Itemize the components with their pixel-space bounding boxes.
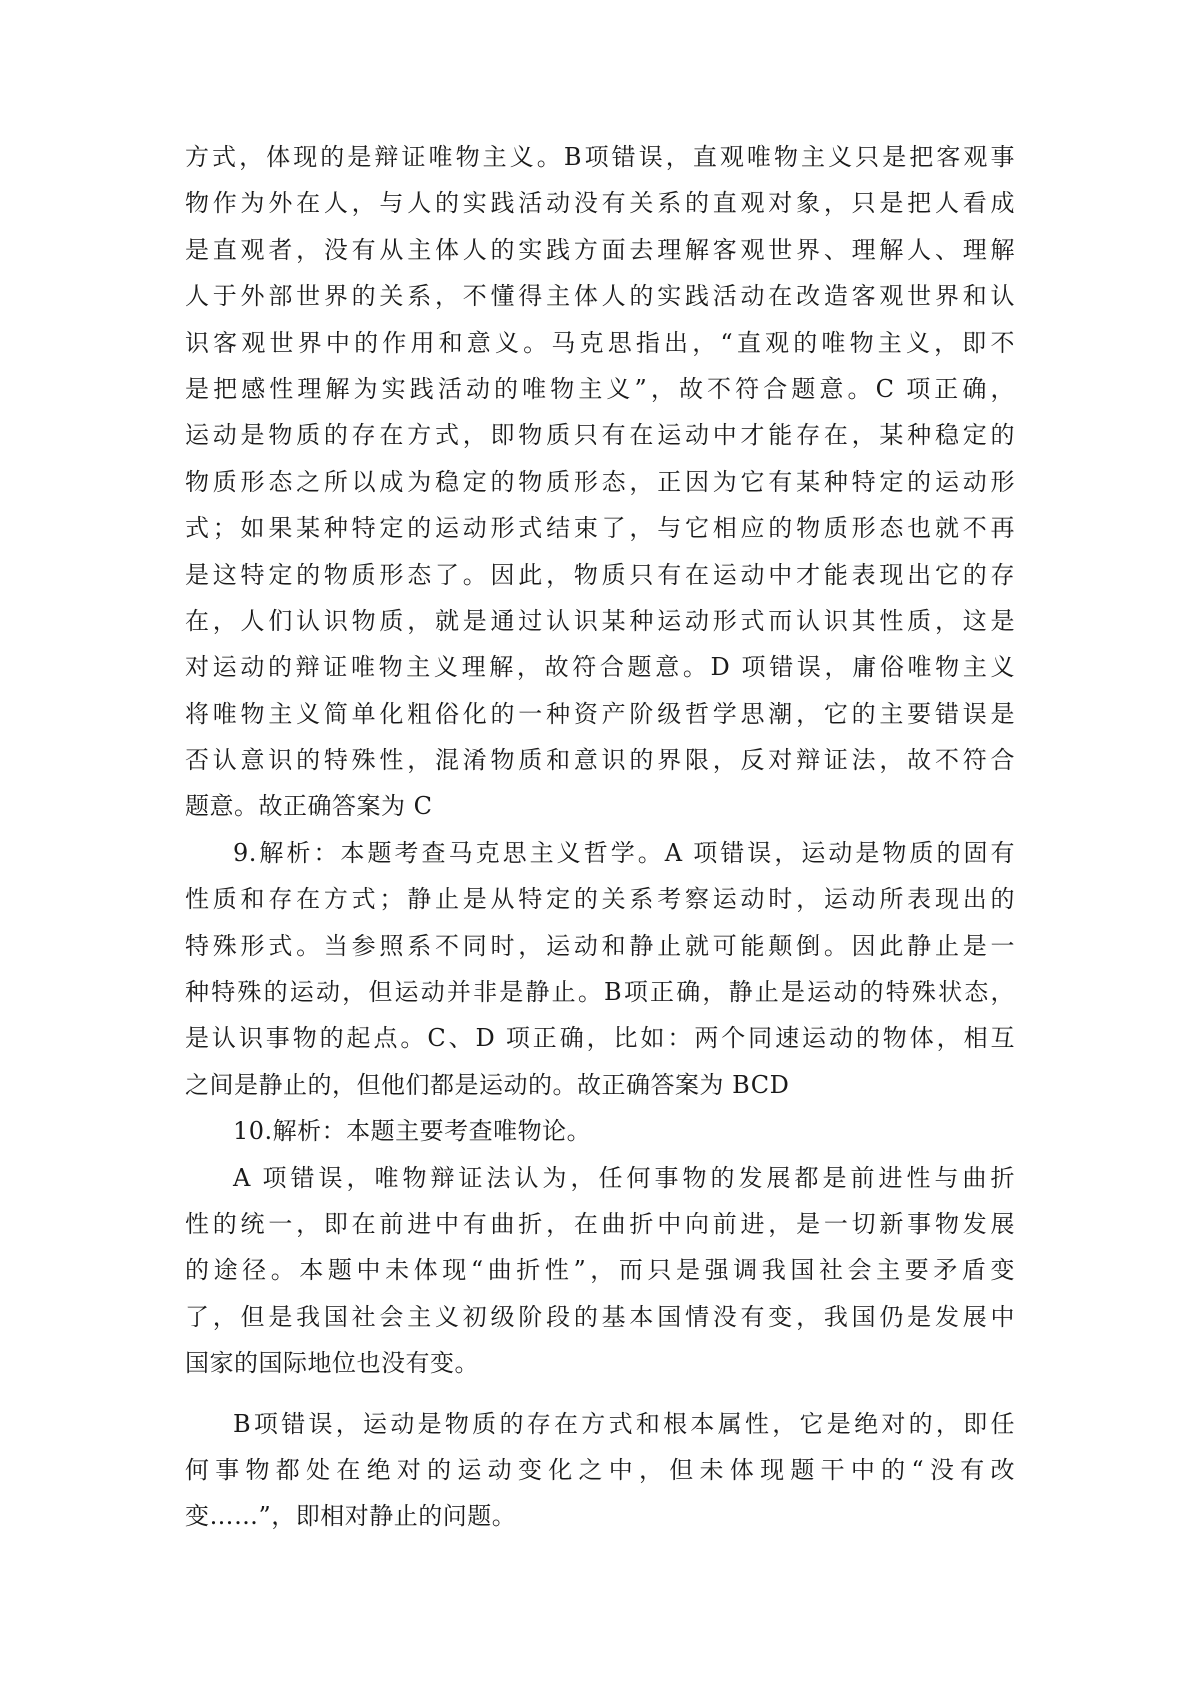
paragraph-option-a (185, 1155, 1015, 1387)
text-line: 将唯物主义简单化粗俗化的一种资产阶级哲学思潮，它的主要错误是 (185, 699, 1015, 728)
text-line: 识客观世界中的作用和意义。马克思指出，“直观的唯物主义，即不 (185, 328, 1015, 357)
text-line: 之间是静止的，但他们都是运动的。故正确答案为 BCD (185, 1070, 790, 1099)
text-line: 物质形态之所以成为稳定的物质形态，正因为它有某种特定的运动形 (185, 467, 1015, 496)
text-line: 何事物都处在绝对的运动变化之中，但未体现题干中的“没有改 (185, 1455, 1015, 1484)
paragraph-continuation (185, 134, 1015, 830)
text-line: 是直观者，没有从主体人的实践方面去理解客观世界、理解人、理解 (185, 235, 1015, 264)
text-line: 性的统一，即在前进中有曲折，在曲折中向前进，是一切新事物发展 (185, 1209, 1015, 1238)
paragraph-gap (185, 1387, 1015, 1401)
text-line: B项错误，运动是物质的存在方式和根本属性，它是绝对的，即任 (233, 1409, 1015, 1438)
text-line: 国家的国际地位也没有变。 (185, 1349, 479, 1378)
text-line: 9.解析：本题考查马克思主义哲学。A 项错误，运动是物质的固有 (233, 838, 1015, 867)
paragraph-option-b (185, 1401, 1015, 1540)
text-line: 人于外部世界的关系，不懂得主体人的实践活动在改造客观世界和认 (185, 282, 1015, 311)
text-line: 运动是物质的存在方式，即物质只有在运动中才能存在，某种稳定的 (185, 421, 1015, 450)
document-body (185, 134, 1015, 1540)
paragraph-question-9 (185, 830, 1015, 1108)
text-line: 10.解析：本题主要考查唯物论。 (233, 1117, 592, 1146)
text-line: 性质和存在方式；静止是从特定的关系考察运动时，运动所表现出的 (185, 885, 1015, 914)
text-line: 是认识事物的起点。C、D 项正确，比如：两个同速运动的物体，相互 (185, 1024, 1015, 1053)
text-line: 种特殊的运动，但运动并非是静止。B项正确，静止是运动的特殊状态， (185, 978, 1015, 1007)
text-line: 是把感性理解为实践活动的唯物主义”，故不符合题意。C 项正确， (185, 374, 1015, 403)
text-line: 式；如果某种特定的运动形式结束了，与它相应的物质形态也就不再 (185, 514, 1015, 543)
text-line: 方式，体现的是辩证唯物主义。B项错误，直观唯物主义只是把客观事 (185, 143, 1015, 171)
text-line: 否认意识的特殊性，混淆物质和意识的界限，反对辩证法，故不符合 (185, 746, 1015, 775)
text-line: 题意。故正确答案为 C (185, 792, 433, 821)
text-line: 对运动的辩证唯物主义理解，故符合题意。D 项错误，庸俗唯物主义 (185, 653, 1015, 682)
text-line: 特殊形式。当参照系不同时，运动和静止就可能颠倒。因此静止是一 (185, 931, 1015, 960)
text-line: A 项错误，唯物辩证法认为，任何事物的发展都是前进性与曲折 (233, 1163, 1015, 1192)
paragraph-question-10 (185, 1108, 1015, 1154)
text-line: 物作为外在人，与人的实践活动没有关系的直观对象，只是把人看成 (185, 189, 1015, 218)
text-line: 变……”，即相对静止的问题。 (185, 1502, 517, 1531)
text-line: 在，人们认识物质，就是通过认识某种运动形式而认识其性质，这是 (185, 606, 1015, 635)
text-line: 是这特定的物质形态了。因此，物质只有在运动中才能表现出它的存 (185, 560, 1015, 589)
text-line: 了，但是我国社会主义初级阶段的基本国情没有变，我国仍是发展中 (185, 1302, 1015, 1331)
text-line: 的途径。本题中未体现“曲折性”，而只是强调我国社会主要矛盾变 (185, 1256, 1015, 1285)
